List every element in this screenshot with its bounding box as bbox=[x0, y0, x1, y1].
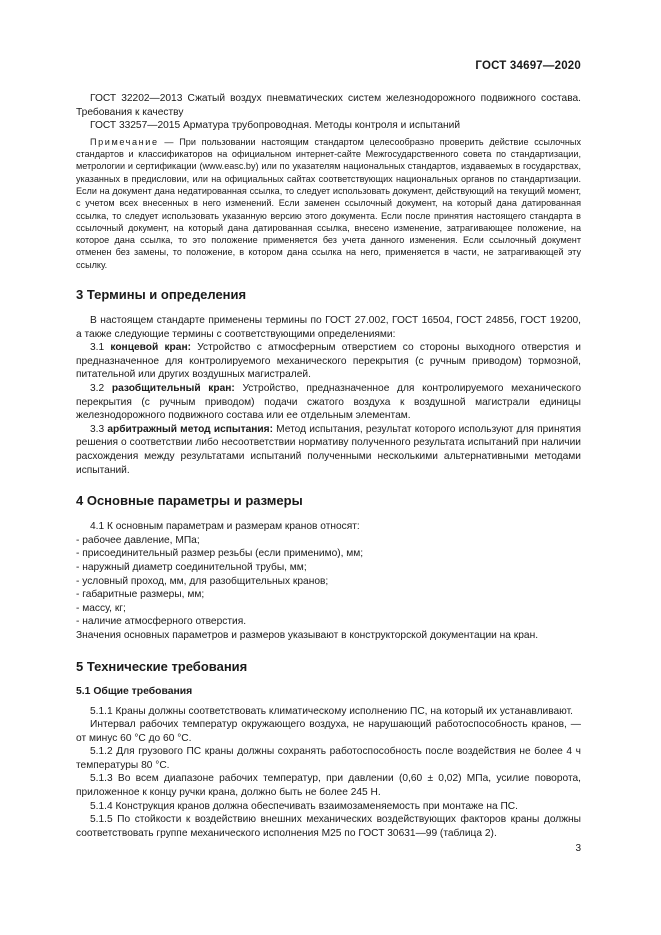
list-item: - условный проход, мм, для разобщительных кранов; bbox=[76, 575, 329, 587]
list-item: - наружный диаметр соединительной трубы, мм; bbox=[76, 561, 307, 573]
section-4-outro: Значения основных параметров и размеров указывают в конструкторской документации на кран. bbox=[76, 629, 539, 641]
document-id: ГОСТ 34697—2020 bbox=[475, 60, 581, 72]
paragraph-temperature-range: Интервал рабочих температур окружающего воздуха, не нарушающий работоспособность кранов, — от минус 60 °С до 60 °С. bbox=[76, 719, 581, 744]
note-text: — При пользовании настоящим стандартом целесообразно проверить действие ссылочных стандартов и классификаторов на официальном интернет-сайте Межгосударственного совета по стандартизации, метрологии и сертификации (www.easc.by) или по указателям национальных стандартов, издаваемых в государствах, указанных в предисловии, или на официальных сайтах соответствующих национальных органов по стандартизации. Если на документ дана недатированная ссылка, то следует использовать документ, действующий на текущий момент, с учетом всех внесенных в него изменений. Если заменен ссылочный документ, на который дана датированная ссылка, то следует использовать указанную версию этого документа. Если после принятия настоящего стандарта в ссылочный документ, на который дана датированная ссылка, внесено изменение, затрагивающее положение, на которое дана ссылка, то это положение применяется без учета данного изменения. Если ссылочный документ отменен без замены, то положение, в котором дана ссылка на него, применяется в части, не затрагивающей эту ссылку. bbox=[76, 136, 581, 270]
list-item: - наличие атмосферного отверстия. bbox=[76, 616, 247, 628]
section-3-intro: В настоящем стандарте применены термины по ГОСТ 27.002, ГОСТ 16504, ГОСТ 24856, ГОСТ 19200, а также следующие термины с соответствующими определениями: bbox=[76, 315, 581, 340]
term-name: концевой кран: bbox=[110, 342, 191, 354]
term-name: разобщительный кран: bbox=[111, 383, 235, 395]
term-definition: Устройство с атмосферным отверстием со стороны выходного отверстия и предназначенное для контролируемого механического перекрытия (с ручным приводом) тормозной, питательной или других воздушных магистралей. bbox=[76, 342, 581, 381]
subsection-5-1-heading: 5.1 Общие требования bbox=[76, 685, 193, 697]
term-number: 3.2 bbox=[90, 383, 105, 395]
section-5-heading: 5 Технические требования bbox=[76, 658, 248, 674]
list-item: - рабочее давление, МПа; bbox=[76, 534, 200, 546]
section-3-heading: 3 Термины и определения bbox=[76, 287, 247, 303]
note-label: Примечание bbox=[90, 136, 159, 147]
note bbox=[76, 136, 581, 271]
paragraph-5-1-3: 5.1.3 Во всем диапазоне рабочих температур, при давлении (0,60 ± 0,02) МПа, усилие поворота, приложенное к концу ручки крана, должно быть не более 245 Н. bbox=[76, 773, 581, 799]
list-item: - габаритные размеры, мм; bbox=[76, 589, 205, 601]
term-3-2 bbox=[76, 382, 581, 423]
paragraph-5-1-1: 5.1.1 Краны должны соответствовать климатическому исполнению ПС, на который их устанавливают. bbox=[90, 705, 573, 717]
reference-2: ГОСТ 33257—2015 Арматура трубопроводная. Методы контроля и испытаний bbox=[90, 120, 461, 132]
paragraph-5-1-2: 5.1.2 Для грузового ПС краны должны сохранять работоспособность после воздействия не более 4 ч температуры 80 °С. bbox=[76, 746, 581, 771]
paragraph-5-1-5: 5.1.5 По стойкости к воздействию внешних механических воздействующих факторов краны должны соответствовать группе механического исполнения М25 по ГОСТ 30631—99 (таблица 2). bbox=[76, 814, 581, 839]
term-definition: Метод испытания, результат которого используют для принятия решения о соответствии либо несоответствии нормативу полученного результата испытаний при наличии расхождения между результатами испытаний полученными несколькими альтернативными методами испытаний. bbox=[76, 423, 581, 476]
term-number: 3.3 bbox=[90, 423, 105, 435]
term-number: 3.1 bbox=[90, 342, 105, 354]
term-3-3 bbox=[76, 423, 581, 477]
paragraph-5-1-4: 5.1.4 Конструкция кранов должна обеспечивать взаимозаменяемость при монтаже на ПС. bbox=[90, 800, 518, 812]
term-name: арбитражный метод испытания: bbox=[107, 423, 274, 435]
list-item: - присоединительный размер резьбы (если применимо), мм; bbox=[76, 548, 364, 560]
page-number: 3 bbox=[575, 843, 581, 854]
term-3-1 bbox=[76, 341, 581, 382]
list-item: - массу, кг; bbox=[76, 602, 126, 614]
section-4-intro: 4.1 К основным параметрам и размерам кранов относят: bbox=[90, 521, 360, 533]
reference-1: ГОСТ 32202—2013 Сжатый воздух пневматических систем железнодорожного подвижного состава. Требования к качеству bbox=[76, 93, 581, 118]
section-4-heading: 4 Основные параметры и размеры bbox=[76, 493, 303, 509]
page-content bbox=[76, 92, 581, 840]
term-definition: Устройство, предназначенное для контролируемого механического перекрытия (с ручным приводом) подачи сжатого воздуха к воздушной магистрали единицы железнодорожного подвижного состава или ее отдельным элементам. bbox=[76, 383, 581, 422]
